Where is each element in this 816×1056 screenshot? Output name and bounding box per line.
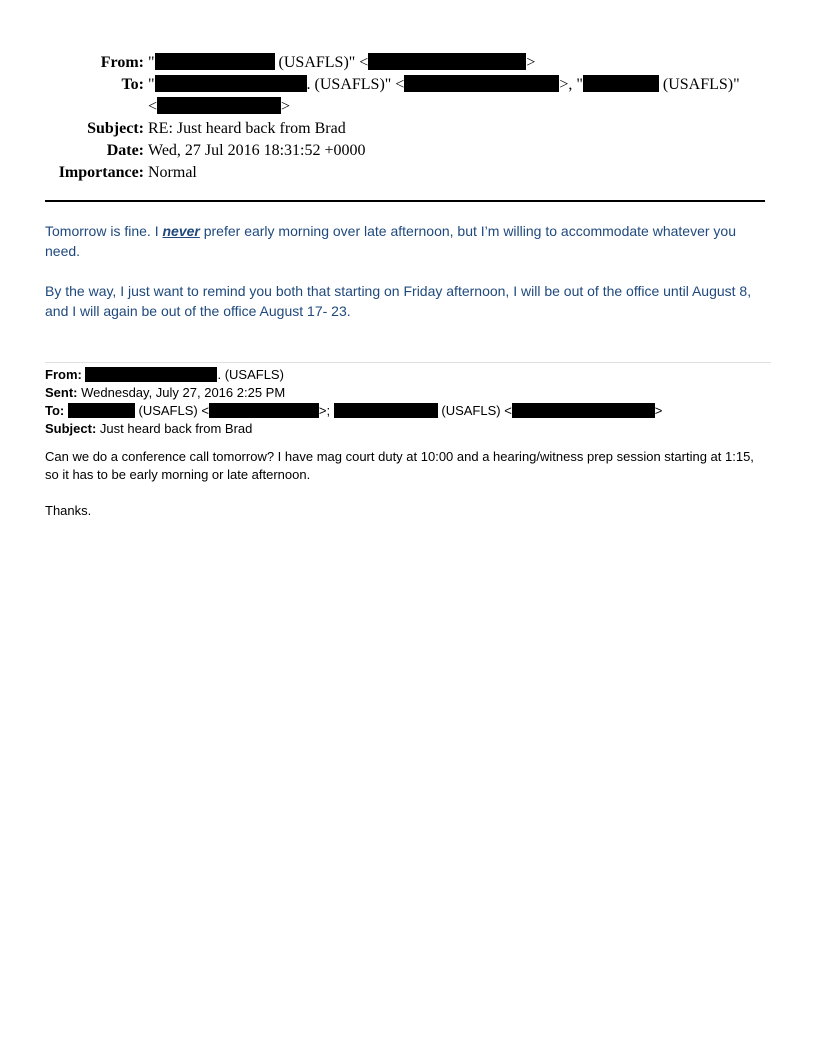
subject-label: Subject:: [87, 120, 144, 137]
redaction-block: [155, 53, 275, 70]
from-value: " (USAFLS)" < >: [148, 54, 536, 71]
to-label: To:: [121, 76, 144, 93]
orig-from-row: From: . (USAFLS): [45, 367, 284, 382]
quoted-message-divider: [45, 362, 771, 363]
reply-paragraph: Tomorrow is fine. I never prefer early morning over late afternoon, but I’m willing to accommodate whatever you need.: [45, 223, 736, 259]
date-label: Date:: [106, 142, 144, 159]
redaction-block: [157, 97, 281, 114]
header-from-row: [0, 52, 816, 74]
email-header: [0, 52, 816, 184]
orig-sent-row: Sent: Wednesday, July 27, 2016 2:25 PM: [45, 385, 286, 400]
orig-subject-row: Subject: Just heard back from Brad: [45, 421, 253, 436]
orig-body: [45, 448, 771, 520]
header-subject-row: [0, 118, 816, 140]
reply-body: [45, 221, 770, 341]
header-to-row: [0, 74, 816, 96]
redaction-block: [583, 75, 659, 92]
header-importance-row: [0, 162, 816, 184]
date-value: Wed, 27 Jul 2016 18:31:52 +0000: [148, 142, 366, 159]
original-message: [45, 366, 771, 538]
to-value-continued: < >: [148, 98, 291, 115]
header-date-row: [0, 140, 816, 162]
header-to-row-continued: [0, 96, 816, 118]
header-divider: [45, 200, 765, 202]
redaction-block: [209, 403, 319, 418]
emphasis-never: never: [162, 223, 200, 239]
reply-paragraph: By the way, I just want to remind you both that starting on Friday afternoon, I will be out of the office until August 8, and I will again be out of the office August 17- 23.: [45, 283, 752, 319]
redaction-block: [155, 75, 307, 92]
from-label: From:: [100, 54, 144, 71]
to-value: " . (USAFLS)" < >, " (USAFLS)": [148, 76, 740, 93]
orig-paragraph: Can we do a conference call tomorrow? I have mag court duty at 10:00 and a hearing/witness prep session starting at 1:15, so it has to be early morning or late afternoon.: [45, 449, 754, 482]
redaction-block: [68, 403, 135, 418]
redaction-block: [512, 403, 655, 418]
subject-value: RE: Just heard back from Brad: [148, 120, 346, 137]
redaction-block: [368, 53, 526, 70]
redaction-block: [334, 403, 438, 418]
orig-paragraph: Thanks.: [45, 503, 92, 518]
redaction-block: [85, 367, 217, 382]
orig-to-row: To: (USAFLS) < >; (USAFLS) < >: [45, 403, 663, 418]
redaction-block: [404, 75, 559, 92]
importance-value: Normal: [148, 164, 197, 181]
importance-label: Importance:: [58, 164, 144, 181]
